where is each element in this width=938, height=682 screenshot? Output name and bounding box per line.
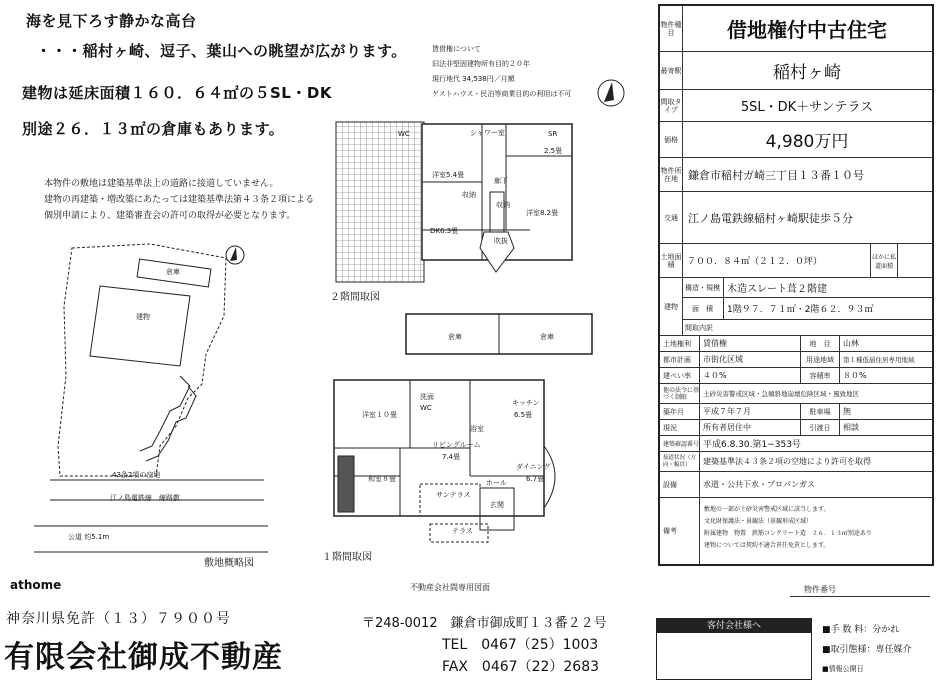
lease-note (432, 42, 571, 102)
spec-built-label: 築年月 (660, 404, 700, 419)
floor2-western-a: 洋室5.4畳 (432, 171, 465, 179)
headline-line2: ・・・稲村ヶ崎、逗子、葉山への眺望が広がります。 (36, 42, 407, 60)
lease-note-line2: 旧法非堅固建物所有目的２０年 (432, 60, 530, 68)
floor2-sr: SR (548, 130, 558, 138)
spec-right-label: 土地権利 (660, 336, 700, 351)
transaction-form: ■取引態様：専任媒介 (822, 645, 912, 655)
spec-station-value: 稲村ヶ崎 (773, 63, 841, 83)
north-arrow-icon (596, 78, 626, 108)
floor2-balcony: 吹抜 (494, 237, 508, 245)
floor1-dining-size: 6.7畳 (526, 475, 545, 483)
site-note-line3: 個別申請により、建築審査会の許可の取得が必要となります。 (44, 211, 296, 221)
spec-status-value: 所有者居住中 (703, 423, 751, 432)
spec-other-value: 土砂災害警戒区域・急傾斜地崩壊危険区域・風致地区 (703, 390, 859, 398)
floor2-storage-b: 収納 (496, 201, 510, 209)
spec-building-label: 建物 (660, 278, 683, 335)
site-open-space-label: 43条2項の空地 (112, 471, 161, 479)
spec-row-station (660, 52, 932, 90)
spec-row-building (660, 278, 932, 336)
spec-remarks-line4: 建物については契約不適合責任免責とします。 (704, 542, 830, 549)
spec-row-facility (660, 472, 932, 498)
spec-confirm-label: 建築確認番号 (660, 436, 700, 451)
company-tel: TEL 0467（25）1003 (442, 637, 599, 653)
spec-type-label: 物件種目 (660, 6, 683, 51)
company-fax: FAX 0467（22）2683 (442, 659, 600, 675)
spec-row-bcr (660, 368, 932, 384)
spec-city-value: 市街化区域 (703, 355, 743, 364)
spec-handover-value: 相談 (843, 423, 859, 432)
floor1-toilet: WC (420, 404, 432, 412)
spec-remarks-text (704, 504, 872, 552)
floor2-storage-a: 収納 (462, 191, 476, 199)
spec-area-value: 1階９７．７１㎡・2階６２．９３㎡ (727, 305, 874, 315)
spec-far-value: ８０% (843, 371, 867, 380)
spec-zoning-value: 第１種低層住居専用地域 (843, 356, 915, 364)
lease-note-line1: 賃借権について (432, 45, 481, 53)
spec-structure-row (682, 278, 932, 298)
floor2-shower: シャワー室 (470, 129, 505, 137)
headline-line3: 建物は延床面積１６０．６４㎡の５SL・DK (22, 84, 332, 102)
spec-row-price (660, 122, 932, 158)
spec-built-value: 平成７年７月 (703, 407, 751, 416)
storage-right: 倉庫 (540, 333, 554, 341)
spec-station-label: 最寄駅 (660, 52, 683, 89)
site-railway-label: 江ノ島電鉄線 線路敷 (110, 494, 180, 502)
spec-city-label: 都市計画 (660, 352, 700, 367)
site-warehouse-label: 倉庫 (166, 268, 180, 276)
spec-other-label: 他の法令に基づく制限 (660, 384, 700, 403)
spec-interior-label: 間取内訳 (685, 323, 713, 332)
spec-right-value: 賃借権 (703, 339, 727, 348)
storage-building-drawing (404, 312, 594, 358)
site-plan-drawing (30, 236, 270, 566)
spec-row-built (660, 404, 932, 420)
spec-category-label: 地 目 (800, 336, 840, 351)
company-address: 〒248-0012 鎌倉市御成町１３番２２号 (362, 616, 607, 631)
spec-facility-value: 水道・公共下水・プロパンガス (703, 480, 815, 489)
floor1-sunterrace: サンテラス (436, 491, 471, 499)
spec-facility-label: 設備 (660, 472, 700, 497)
athome-logo: athome (10, 578, 62, 592)
floor1-living: リビングルーム (432, 441, 481, 449)
spec-category-value: 山林 (843, 339, 859, 348)
spec-confirm-value: 平成6.8.30.第1−353号 (703, 440, 801, 450)
spec-land-value: ７００．８４㎡（２１２．０坪） (687, 257, 823, 267)
floor2-corridor: 廊下 (494, 177, 508, 185)
spec-row-address (660, 158, 932, 192)
spec-parking-label: 駐車場 (800, 404, 840, 419)
spec-row-status (660, 420, 932, 436)
client-box-title: 客付会社様へ (657, 619, 811, 633)
storage-left: 倉庫 (448, 333, 462, 341)
spec-land-label: 土地面積 (660, 244, 683, 277)
floor1-kitchen: キッチン (512, 399, 540, 407)
spec-sheet (658, 4, 934, 566)
spec-type-value: 借地権付中古住宅 (727, 18, 887, 42)
spec-bcr-value: ４０% (703, 371, 727, 380)
spec-row-layout (660, 90, 932, 122)
spec-row-other (660, 384, 932, 404)
floor1-bath: 浴室 (470, 425, 484, 433)
spec-bcr-label: 建ぺい率 (660, 368, 700, 383)
floor1-terrace: テラス (452, 527, 473, 535)
floor1-living-size: 7.4畳 (442, 453, 461, 461)
spec-access-value: 江ノ島電鉄線稲村ヶ崎駅徒歩５分 (688, 211, 853, 225)
spec-parking-value: 無 (843, 407, 851, 416)
license: 神奈川県免許（１３）７９００号 (6, 611, 231, 627)
spec-area-row (682, 298, 932, 320)
info-date: ■情報公開日 (822, 665, 864, 673)
floor2-drawing (330, 120, 580, 290)
floor1-dining: ダイニング (516, 463, 551, 471)
spec-road-label: 接道状況（方向・幅員） (660, 452, 700, 471)
floor2-caption: ２階間取図 (330, 292, 380, 303)
spec-row-confirm (660, 436, 932, 452)
property-number-line (790, 596, 930, 597)
floor1-hall: ホール (486, 479, 507, 487)
company-name: 有限会社御成不動産 (4, 640, 283, 675)
site-road-label: 公道 約5.1m (68, 533, 110, 541)
site-notes (44, 176, 314, 224)
floor1-wash: 洗面 (420, 393, 434, 401)
floor2-sr-size: 2.5畳 (544, 147, 563, 155)
spec-road-value: 建築基準法４３条２項の空地により許可を取得 (703, 457, 871, 466)
floor1-caption: １階間取図 (322, 552, 372, 563)
fee-text: ■手 数 料：分かれ (822, 625, 900, 635)
spec-status-label: 現況 (660, 420, 700, 435)
spec-row-right (660, 336, 932, 352)
floor1-japanese: 和室８畳 (368, 475, 396, 483)
spec-layout-value: 5SL・DK＋サンテラス (740, 100, 874, 115)
spec-remarks-line2: 文化財保護法・景観法（景観形成区域） (704, 518, 813, 525)
spec-zoning-label: 用途地域 (800, 352, 840, 367)
spec-address-label: 物件所在地 (660, 158, 683, 191)
site-building-label: 建物 (136, 313, 150, 321)
spec-row-road (660, 452, 932, 472)
spec-structure-value: 木造スレート葺２階建 (727, 284, 827, 295)
floor1-entrance: 玄関 (490, 501, 504, 509)
headline-line4: 別途２６．１３㎡の倉庫もあります。 (22, 120, 285, 138)
spec-price-label: 価格 (660, 122, 683, 157)
spec-area-label: 面 積 (682, 298, 724, 319)
spec-land-extra: ほかに私道面積 (870, 244, 898, 277)
site-plan-caption: 敷地概略図 (204, 558, 254, 569)
floor2-dk: DK6.3畳 (430, 227, 459, 235)
spec-row-remarks (660, 498, 932, 564)
spec-remarks-label: 備考 (660, 498, 700, 564)
floor1-western: 洋室１０畳 (362, 411, 397, 419)
spec-row-access (660, 192, 932, 244)
floor2-wc: WC (398, 130, 410, 138)
property-number-label: 物件番号 (804, 585, 836, 594)
client-box (656, 618, 812, 680)
spec-structure-label: 構造・規模 (682, 278, 724, 297)
spec-price-value: 4,980万円 (765, 132, 849, 152)
headline-line1: 海を見下ろす静かな高台 (26, 12, 197, 30)
spec-handover-label: 引渡日 (800, 420, 840, 435)
shared-label: 不動産会社間専用図面 (410, 583, 490, 592)
floor2-western-b: 洋室8.2畳 (526, 209, 559, 217)
site-note-line1: 本物件の敷地は建築基準法上の道路に接道していません。 (44, 179, 279, 189)
lease-note-line4: ゲストハウス・民泊等商業目的の利用は不可 (432, 90, 572, 98)
floor1-kitchen-size: 6.5畳 (514, 411, 533, 419)
spec-far-label: 容積率 (800, 368, 840, 383)
spec-row-type (660, 6, 932, 52)
lease-note-line3: 現行地代 34,538円／月額 (432, 75, 515, 83)
site-note-line2: 建物の再建築・増改築にあたっては建築基準法第４３条２項による (44, 195, 315, 205)
spec-remarks-line1: 敷地の一部が土砂災害警戒区域に該当します。 (704, 506, 830, 513)
spec-remarks-line3: 附属建物 物置 鉄筋コンクリート造 ２６．１３㎡別途あり (704, 530, 872, 537)
spec-address-value: 鎌倉市稲村ガ崎三丁目１３番１０号 (688, 168, 864, 182)
spec-layout-label: 間取タイプ (660, 90, 683, 121)
spec-row-land (660, 244, 932, 278)
spec-access-label: 交通 (660, 192, 683, 243)
spec-row-city (660, 352, 932, 368)
